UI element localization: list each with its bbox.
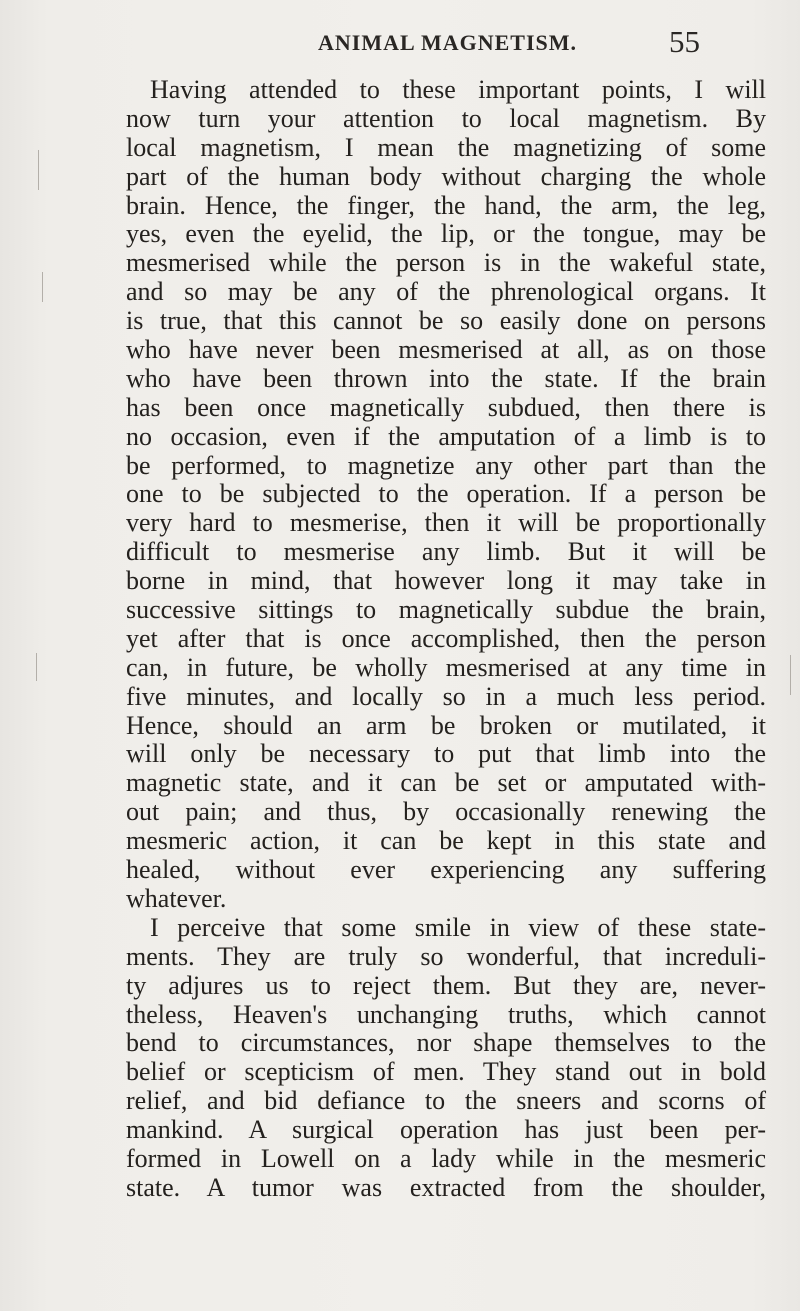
text-line: one to be subjected to the operation. If a person be xyxy=(126,479,766,509)
text-line: healed, without ever experiencing any suffering xyxy=(126,855,766,885)
page-number: 55 xyxy=(669,24,700,59)
margin-pencil-mark xyxy=(42,272,43,302)
text-line: formed in Lowell on a lady while in the mesmeric xyxy=(126,1143,766,1173)
text-line: I perceive that some smile in view of these state- xyxy=(150,912,766,942)
text-line: is true, that this cannot be so easily done on persons xyxy=(126,306,766,336)
text-line: magnetic state, and it can be set or amputated with- xyxy=(126,768,766,798)
text-line: bend to circumstances, nor shape themselves to the xyxy=(126,1028,766,1058)
text-line: five minutes, and locally so in a much less period. xyxy=(126,681,766,711)
text-line: state. A tumor was extracted from the shoulder, xyxy=(126,1172,766,1202)
text-line: no occasion, even if the amputation of a limb is to xyxy=(126,421,766,451)
text-line: brain. Hence, the finger, the hand, the arm, the leg, xyxy=(126,190,766,220)
text-line: mesmeric action, it can be kept in this state and xyxy=(126,826,766,856)
text-line: Having attended to these important points, I will xyxy=(150,75,766,104)
text-line: can, in future, be wholly mesmerised at any time in xyxy=(126,652,766,682)
margin-pencil-mark xyxy=(790,655,791,695)
text-line: local magnetism, I mean the magnetizing of some xyxy=(126,132,766,162)
paragraph-2 xyxy=(126,914,766,1203)
text-line: ments. They are truly so wonderful, that increduli- xyxy=(126,941,766,971)
text-line: belief or scepticism of men. They stand out in bold xyxy=(126,1057,766,1087)
text-line: and so may be any of the phrenological organs. It xyxy=(126,277,766,307)
text-line: yet after that is once accomplished, then the person xyxy=(126,623,766,653)
text-line: mankind. A surgical operation has just been per- xyxy=(126,1115,766,1145)
text-line: now turn your attention to local magnetism. By xyxy=(126,103,766,133)
text-line: very hard to mesmerise, then it will be proportionally xyxy=(126,508,766,538)
text-line: borne in mind, that however long it may take in xyxy=(126,566,766,596)
text-line: successive sittings to magnetically subdue the brain, xyxy=(126,595,766,625)
text-line: mesmerised while the person is in the wakeful state, xyxy=(126,248,766,278)
text-line: difficult to mesmerise any limb. But it will be xyxy=(126,537,766,567)
running-title: ANIMAL MAGNETISM. xyxy=(318,30,578,55)
margin-pencil-mark xyxy=(38,150,39,190)
text-line: relief, and bid defiance to the sneers and scorns of xyxy=(126,1086,766,1116)
text-line: has been once magnetically subdued, then there is xyxy=(126,392,766,422)
text-line: out pain; and thus, by occasionally renewing the xyxy=(126,797,766,827)
paragraph-1 xyxy=(126,76,766,914)
text-line: theless, Heaven's unchanging truths, which cannot xyxy=(126,999,766,1029)
text-line: Hence, should an arm be broken or mutilated, it xyxy=(126,710,766,740)
body-text xyxy=(126,76,766,1203)
text-line: who have been thrown into the state. If the brain xyxy=(126,363,766,393)
text-line: yes, even the eyelid, the lip, or the tongue, may be xyxy=(126,219,766,249)
text-line: will only be necessary to put that limb into the xyxy=(126,739,766,769)
text-line: part of the human body without charging the whole xyxy=(126,161,766,191)
text-line: be performed, to magnetize any other part than the xyxy=(126,450,766,480)
text-line: who have never been mesmerised at all, as on those xyxy=(126,335,766,365)
margin-pencil-mark xyxy=(36,653,37,681)
text-line: ty adjures us to reject them. But they are, never- xyxy=(126,970,766,1000)
text-line: whatever. xyxy=(126,883,227,913)
